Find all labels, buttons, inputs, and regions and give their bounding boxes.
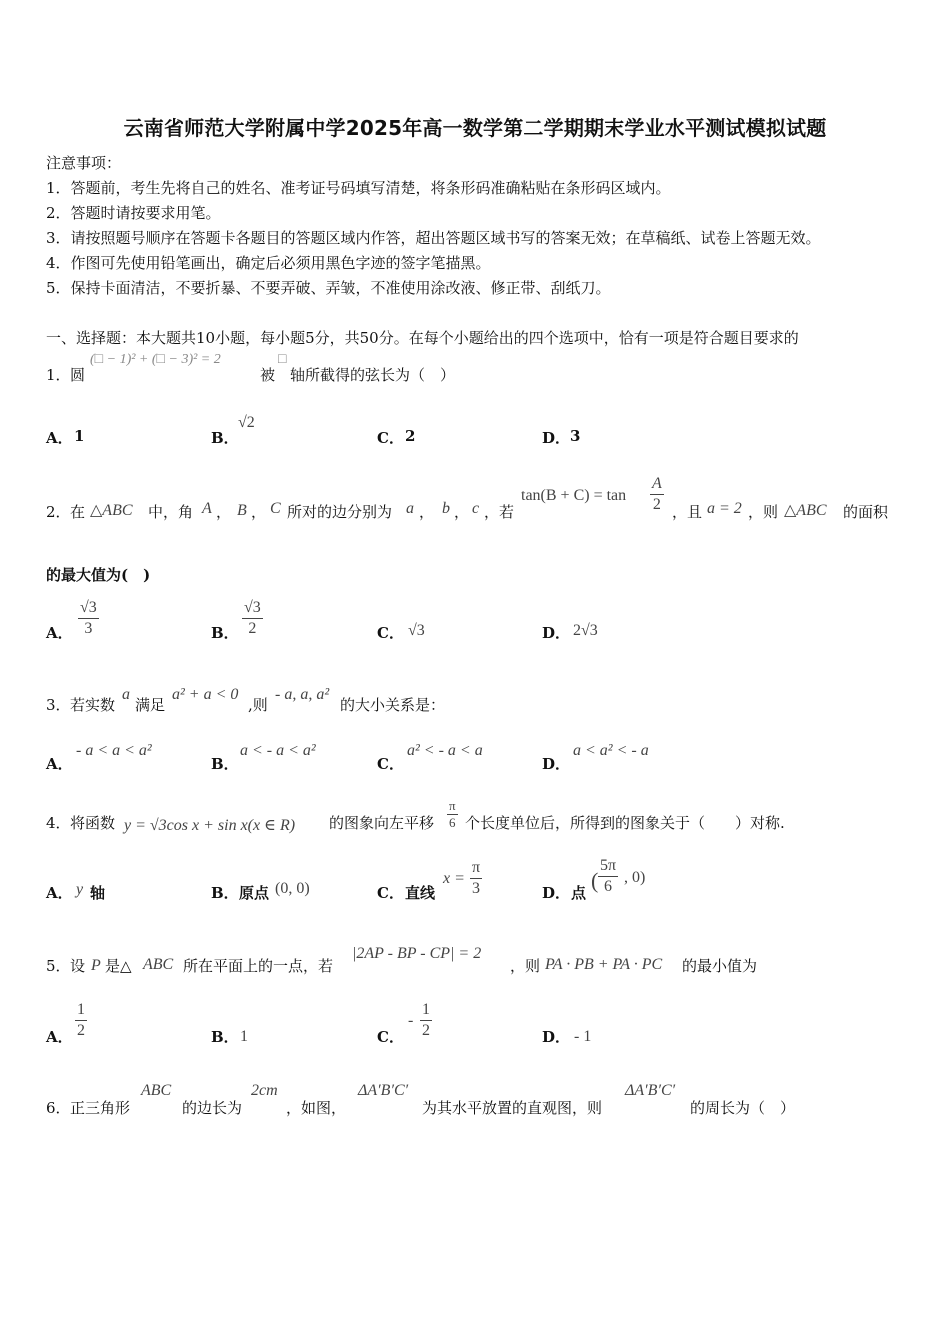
option-label: B． (211, 884, 239, 902)
option-label: D． (542, 755, 571, 773)
notice-heading: 注意事项： (46, 154, 122, 172)
option-text: 原点 (239, 884, 270, 902)
fraction-numerator: 1 (420, 1000, 432, 1021)
notice-item: 5．保持卡面清洁，不要折暴、不要弄破、弄皱，不准使用涂改液、修正带、刮纸刀。 (46, 279, 611, 297)
triangle-abc: △ABC (784, 502, 827, 519)
triangle-abc: △ABC (90, 502, 133, 519)
question-text: 是△ (105, 957, 132, 975)
comma: ， (454, 503, 470, 521)
question-text: 满足 (135, 696, 166, 714)
question-number: 6． (46, 1099, 71, 1117)
question-text: 圆 (70, 366, 86, 384)
option-label: A． (46, 1028, 73, 1046)
question-text: 的周长为（ ） (690, 1099, 796, 1117)
option-label: B． (211, 624, 239, 642)
comma: ， (419, 503, 435, 521)
question-text: 设 (70, 957, 86, 975)
page-title: 云南省师范大学附属中学2025年高一数学第二学期期末学业水平测试模拟试题 (123, 116, 827, 140)
question-text: 正三角形 (70, 1099, 131, 1117)
vector-condition: |2AP - BP - CP| = 2 (352, 945, 482, 962)
question-text: 为其水平放置的直观图，则 (422, 1099, 603, 1117)
option-text: 直线 (405, 884, 436, 902)
fraction-numerator: π (470, 858, 482, 879)
variable-a: a (122, 686, 130, 703)
question-number: 5． (46, 957, 71, 975)
question-text: 的图象向左平移 (329, 814, 435, 832)
option-text: 轴 (90, 884, 106, 902)
question-text: 个长度单位后，所得到的图象关于（ ）对称. (465, 814, 785, 832)
fraction-5pi-over-6 (598, 856, 618, 897)
option-value (420, 1000, 432, 1041)
option-value: y (76, 881, 84, 898)
question-text: 若实数 (70, 696, 116, 714)
option-value: a² < - a < a (407, 742, 483, 759)
comma: ， (216, 503, 232, 521)
fraction-numerator: π (449, 798, 456, 813)
option-label: C． (377, 429, 404, 447)
fraction-denominator: 2 (77, 1022, 85, 1039)
question-text: 被 (260, 366, 276, 384)
option-label: B． (211, 429, 239, 447)
option-value (78, 598, 99, 639)
triangle-prime: ΔA′B′C′ (625, 1082, 676, 1099)
option-label: C． (377, 755, 404, 773)
question-text: ,则 (248, 696, 268, 714)
side-a: a (406, 500, 414, 517)
option-value: 2√3 (573, 622, 598, 639)
side-b: b (442, 500, 450, 517)
question-text: 将函数 (70, 814, 116, 832)
question-number: 3． (46, 696, 71, 714)
question-number: 4． (46, 814, 71, 832)
option-label: A． (46, 624, 73, 642)
option-value: - a < a < a² (76, 742, 152, 759)
question-text: 所在平面上的一点，若 (183, 957, 334, 975)
question-text: 的最小值为 (682, 957, 758, 975)
point-p: P (91, 957, 101, 974)
side-c: c (472, 500, 480, 517)
question-text: ，若 (484, 503, 515, 521)
triangle-abc: ABC (143, 956, 174, 973)
option-label: A． (46, 429, 73, 447)
option-value (242, 598, 263, 639)
condition-inequality: a² + a < 0 (172, 686, 239, 703)
question-text: 所对的边分别为 (287, 503, 393, 521)
option-value: √2 (238, 414, 255, 431)
option-value: 2 (405, 427, 416, 445)
question-text: 的面积 (843, 503, 889, 521)
question-text: ，则 (748, 503, 779, 521)
question-text: ，如图， (286, 1099, 347, 1117)
question-text: ，则 (510, 957, 541, 975)
option-label: D． (542, 1028, 571, 1046)
option-value: (0, 0) (275, 880, 310, 897)
notice-item: 4．作图可先使用铅笔画出，确定后必须用黑色字迹的签字笔描黑。 (46, 254, 491, 272)
fraction-denominator: 6 (449, 815, 456, 830)
option-value: - 1 (574, 1028, 592, 1045)
option-label: C． (377, 1028, 404, 1046)
question-text: 轴所截得的弦长为（ ） (290, 366, 456, 384)
value-set: - a, a, a² (275, 686, 330, 703)
option-value: x = (443, 870, 465, 887)
fraction-denominator: 3 (84, 620, 93, 637)
option-text: 点 (571, 884, 587, 902)
notice-item: 3．请按照题号顺序在答题卡各题目的答题区域内作答，超出答题区域书写的答案无效；在草稿纸、试卷上答题无效。 (46, 229, 821, 247)
option-value: a < - a < a² (240, 742, 316, 759)
missing-symbol-box: □ (278, 352, 287, 367)
angle-a: A (202, 500, 212, 517)
fraction-pi-over-3 (470, 858, 482, 899)
option-label: D． (542, 884, 571, 902)
option-label: A． (46, 884, 73, 902)
option-value (75, 1000, 87, 1041)
question-text: 的边长为 (182, 1099, 243, 1117)
fraction-denominator: 2 (652, 496, 661, 513)
option-value: 1 (240, 1028, 248, 1045)
option-value: 1 (74, 427, 85, 445)
comma: ， (251, 503, 267, 521)
option-value: 3 (570, 427, 581, 445)
side-length: 2cm (251, 1082, 278, 1099)
option-label: C． (377, 884, 404, 902)
option-value: √3 (408, 622, 425, 639)
notice-item: 1．答题前，考生先将自己的姓名、准考证号码填写清楚，将条形码准确粘贴在条形码区域内。 (46, 179, 671, 197)
option-label: B． (211, 755, 239, 773)
tan-equation: tan(B + C) = tan (521, 487, 627, 504)
notice-item: 2．答题时请按要求用笔。 (46, 204, 221, 222)
fraction-numerator: 5π (598, 856, 618, 877)
question-text: 中，角 (148, 503, 194, 521)
question-number: 1． (46, 366, 71, 384)
option-value: , 0) (624, 869, 646, 886)
circle-equation: (□ − 1)² + (□ − 3)² = 2 (90, 352, 221, 367)
fraction-denominator: 3 (472, 880, 481, 897)
option-value: a < a² < - a (573, 742, 649, 759)
question-text: ，且 (672, 503, 703, 521)
fraction-denominator: 6 (604, 878, 613, 895)
question-text: 的最大值为( ) (46, 566, 151, 584)
triangle-abc: ABC (141, 1082, 172, 1099)
option-label: C． (377, 624, 404, 642)
question-text: 在 (70, 503, 86, 521)
fraction-numerator: √3 (242, 598, 263, 619)
section-heading: 一、选择题：本大题共10小题，每小题5分，共50分。在每个小题给出的四个选项中，恰有一项是符合题目要求的 (46, 329, 799, 347)
fraction-numerator: 1 (75, 1000, 87, 1021)
function-expression: y = √3cos x + sin x(x ∈ R) (124, 817, 296, 834)
question-number: 2． (46, 503, 71, 521)
option-label: D． (542, 624, 571, 642)
angle-c: C (270, 500, 281, 517)
option-label: A． (46, 755, 73, 773)
condition-a-equals-2: a = 2 (707, 500, 742, 517)
fraction-denominator: 2 (248, 620, 257, 637)
option-label: D． (542, 429, 571, 447)
open-paren: ( (591, 868, 599, 893)
negative-sign: - (408, 1012, 414, 1029)
fraction-numerator: A (650, 474, 664, 495)
fraction-pi-over-6 (447, 798, 458, 831)
fraction-numerator: √3 (78, 598, 99, 619)
fraction-a-over-2 (650, 474, 664, 515)
angle-b: B (237, 502, 247, 519)
dot-product-expression: PA · PB + PA · PC (545, 956, 663, 973)
fraction-denominator: 2 (422, 1022, 430, 1039)
triangle-prime: ΔA′B′C′ (358, 1082, 409, 1099)
option-label: B． (211, 1028, 239, 1046)
question-text: 的大小关系是： (340, 696, 446, 714)
